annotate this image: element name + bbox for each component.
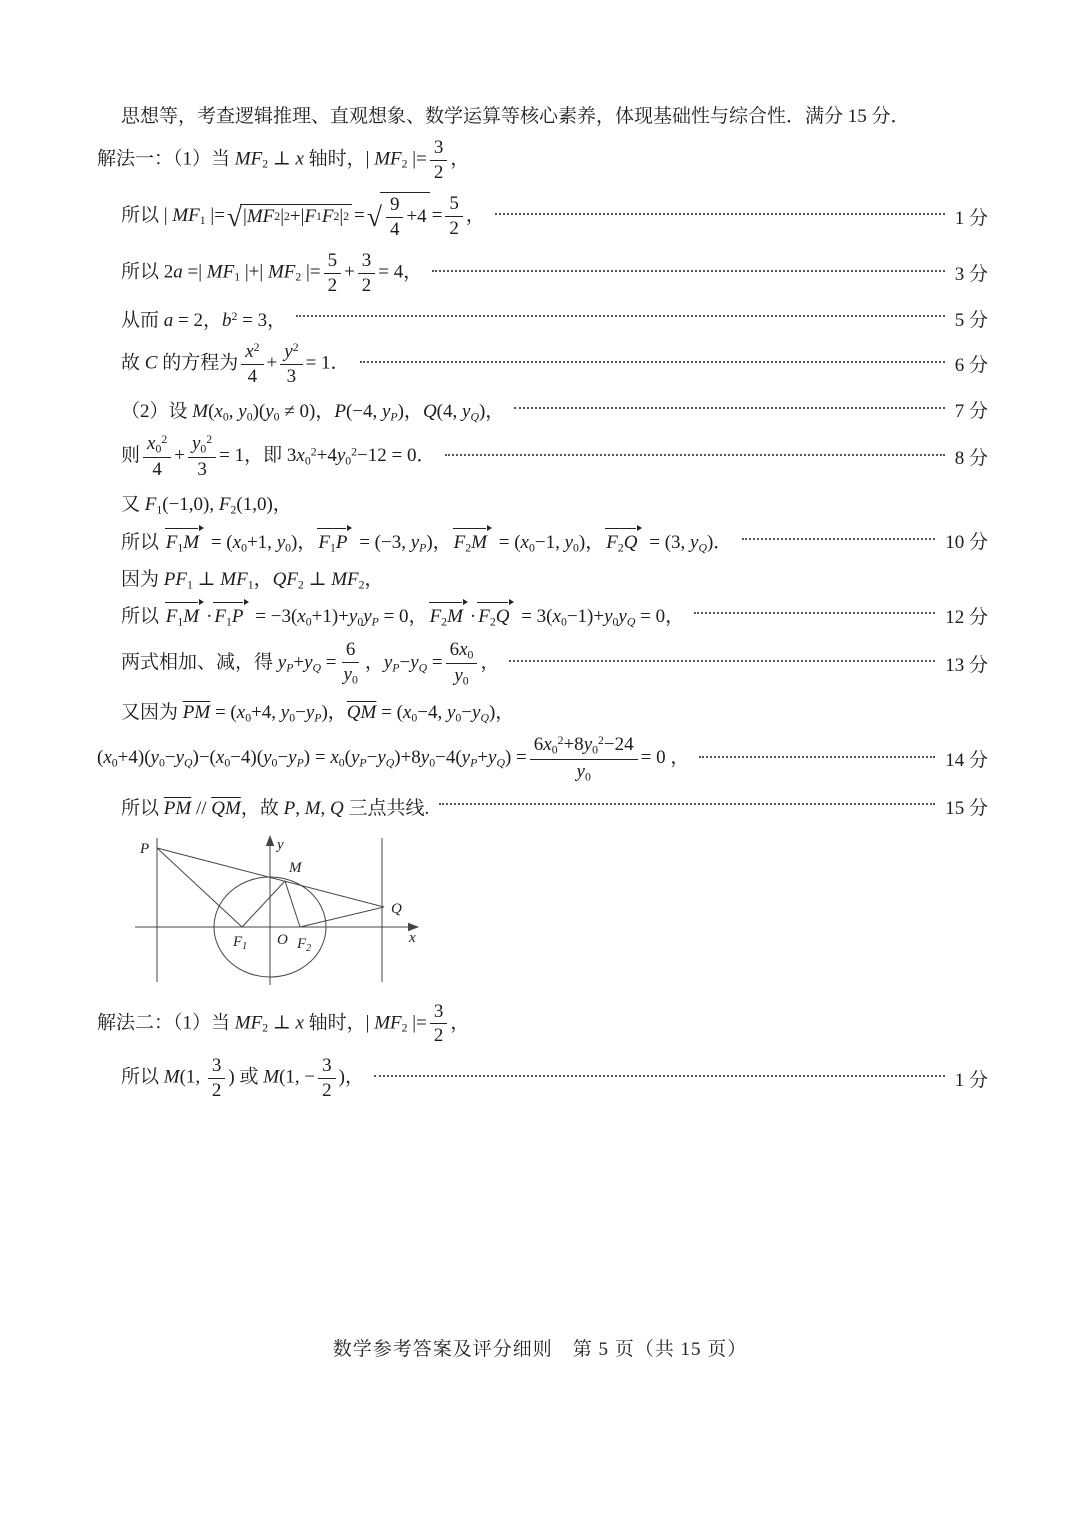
math-expression: 又因为 $\overline{PM} = (x_0+4$, $y_0-y_P$)，$\overline{QM} = (x_0-4$, $y_0-y_Q$)，	[121, 701, 515, 725]
score-label: 7 分	[954, 401, 988, 423]
solution-two	[97, 1001, 988, 1102]
dotted-leader	[432, 270, 944, 272]
math-expression: 所以 $F_1M = (x_0+1$, $y_0$)， $F_1P = (-3$, $y_P$)， $F_2M = (x_0-1$, $y_0$)， $F_2Q = (3$, $y_Q$)．	[121, 527, 732, 555]
score-label: 3 分	[954, 264, 988, 286]
segment-MF2	[285, 881, 300, 927]
solution-line	[97, 101, 988, 128]
math-expression: $(x_0+4)(y_0-y_Q)-(x_0-4)(y_0-y_P) = x_0(y_P-y_Q)+8y_0-4(y_P+y_Q)$ = $\frac{6x_0^2+8y_0^2-24}{y_0}$ = 0 ，	[97, 734, 690, 784]
solution-line	[97, 734, 988, 783]
math-expression: 解法二：（1）当 $MF_2$ ⊥ x 轴时，| $MF_2$ |= $\frac{3}{2}$ ，	[97, 1000, 470, 1047]
dotted-leader	[296, 315, 945, 317]
score-label: 13 分	[945, 654, 988, 676]
score-label: 15 分	[945, 797, 988, 819]
label-P: P	[140, 840, 150, 857]
solution-line	[97, 601, 988, 629]
dotted-leader	[439, 803, 935, 805]
dotted-leader	[742, 538, 935, 540]
dotted-leader	[514, 407, 944, 409]
math-expression: 从而 a = 2，$b^2 = 3$，	[121, 309, 287, 331]
solution-line	[97, 697, 988, 725]
dotted-leader	[374, 1075, 945, 1077]
segment-F2Q	[300, 907, 384, 927]
score-label: 6 分	[954, 355, 988, 377]
dotted-leader	[360, 361, 945, 363]
label-F1: $F_1$	[233, 933, 248, 952]
score-label: 1 分	[954, 207, 988, 229]
math-expression: 解法一：（1）当 $MF_2$ ⊥ x 轴时，| $MF_2$ |= $\frac{3}{2}$ ，	[97, 137, 470, 183]
label-M: M	[289, 859, 302, 876]
solution-line	[97, 137, 988, 183]
math-expression: 所以 $\overline{PM} // \overline{QM}$，故 P, M, Q 三点共线.	[121, 797, 430, 819]
solution-one	[97, 101, 988, 820]
solution-line	[97, 1055, 988, 1101]
solution-line	[97, 192, 988, 241]
solution-line	[97, 639, 988, 688]
score-label: 1 分	[954, 1069, 988, 1091]
math-expression: 所以 M(1, $\frac{3}{2}$ ) 或 M(1, − $\frac{3}{2}$ )，	[121, 1055, 364, 1102]
label-Q: Q	[391, 900, 402, 917]
label-y: y	[277, 836, 284, 853]
score-label: 14 分	[945, 750, 988, 772]
math-expression: 因为 $PF_1$ ⊥ $MF_1$，$QF_2$ ⊥ $MF_2$，	[121, 568, 384, 592]
score-label: 12 分	[945, 606, 988, 628]
segment-F1M	[242, 881, 285, 927]
dotted-leader	[694, 612, 935, 614]
solution-line	[97, 305, 988, 332]
math-expression: 所以 $F_1M \cdot F_1P = -3(x_0+1)+y_0y_P = 0$， $F_2M \cdot F_2Q = 3(x_0-1)+y_0y_Q = 0$，	[121, 601, 684, 629]
dotted-leader	[699, 756, 935, 758]
math-expression: 又 $F_1(-1,0)$, $F_2(1,0)$，	[121, 494, 292, 517]
dotted-leader	[445, 454, 944, 456]
score-label: 8 分	[954, 448, 988, 470]
solution-line	[97, 341, 988, 387]
math-expression: 两式相加、减，得 $y_P+y_Q$ = $\frac{6}{y_0}$ ，$y_P-y_Q$ = $\frac{6x_0}{y_0}$ ，	[121, 638, 500, 688]
ellipse-figure-svg	[97, 830, 457, 992]
math-expression: 所以 2a =| $MF_1$ |+| $MF_2$ |= $\frac{5}{2}$ + $\frac{3}{2}$ = 4，	[121, 249, 423, 296]
math-expression: 思想等，考查逻辑推理、直观想象、数学运算等核心素养，体现基础性与综合性．满分 15 分．	[121, 106, 910, 127]
math-expression: 故 C 的方程为 $\frac{x^2}{4}$ + $\frac{y^2}{3}$ = 1．	[121, 340, 350, 387]
solution-line	[97, 396, 988, 424]
y-axis-arrow-icon	[266, 835, 274, 846]
label-x: x	[409, 929, 416, 946]
score-label: 10 分	[945, 532, 988, 554]
dotted-leader	[495, 213, 945, 215]
score-label: 5 分	[954, 309, 988, 331]
label-O: O	[277, 931, 288, 948]
label-F2: $F_2$	[297, 935, 312, 954]
ellipse-figure	[97, 830, 988, 992]
math-expression: （2）设 $M(x_0$, $y_0)(y_0 \ne 0)$，P(−4, $y_P$)，Q(4, $y_Q$)，	[121, 400, 505, 423]
solution-line	[97, 793, 988, 820]
dotted-leader	[509, 660, 935, 662]
page-footer: 数学参考答案及评分细则 第 5 页（共 15 页）	[332, 1339, 748, 1360]
solution-line	[97, 489, 988, 517]
solution-line	[97, 527, 988, 555]
segment-PF1	[157, 848, 242, 927]
solution-line	[97, 250, 988, 296]
solution-line	[97, 433, 988, 481]
solution-line	[97, 564, 988, 592]
math-expression: 所以 | $MF_1$ |= √ | MF 2 | 2 +| F 1 F 2 | 2 = √ 9 4 +4 = $\frac{5}{2}$ ，	[121, 193, 485, 240]
solution-line	[97, 1001, 988, 1047]
math-expression: 则 $\frac{x_0^2}{4}$ + $\frac{y_0^2}{3}$ = 1，即 $3x_0^2+4y_0^2-12 = 0$．	[121, 432, 436, 481]
